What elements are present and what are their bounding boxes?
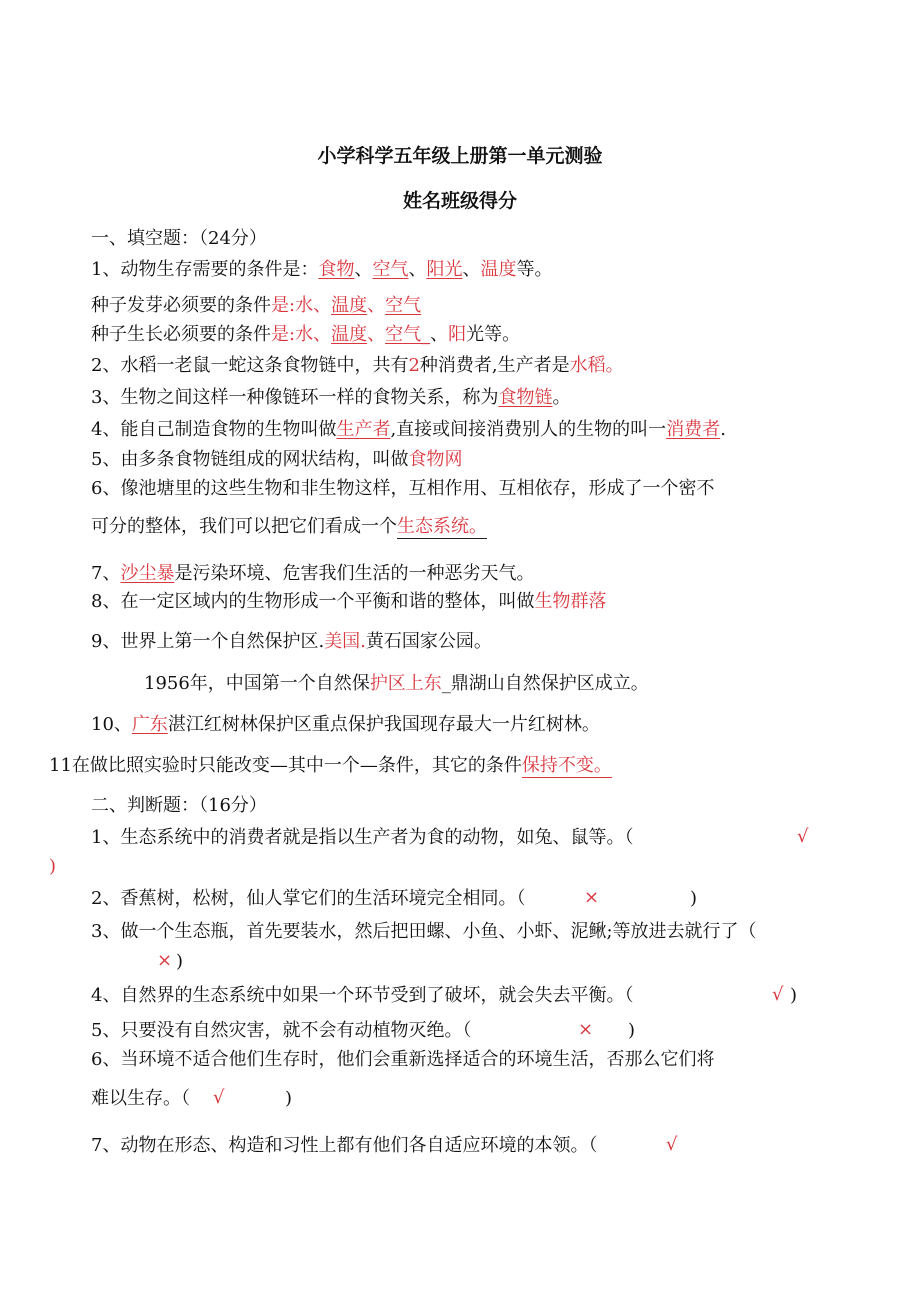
question-text: 11在做比照实验时只能改变—其中一个—条件，其它的条件 — [49, 755, 522, 776]
question-11 — [49, 754, 612, 778]
judgment-2: 2、香蕉树，松树，仙人掌它们的生活环境完全相同。（ — [91, 888, 526, 909]
question-6-line1: 6、像池塘里的这些生物和非生物这样，互相作用、互相依存，形成了一个密不 — [91, 478, 715, 499]
question-1c — [91, 323, 520, 347]
section-2-heading: 二、判断题：（16分） — [91, 795, 267, 816]
section-1-heading: 一、填空题：（24分） — [91, 228, 267, 249]
question-text: . — [720, 419, 726, 440]
question-text: 种子生长必须要的条件 — [91, 324, 271, 345]
answer-blank: 水稻。 — [569, 355, 624, 376]
answer-blank: 食物网 — [408, 449, 463, 470]
question-10 — [91, 713, 600, 737]
answer-blank: 空气 — [385, 295, 422, 316]
separator: 、 — [313, 295, 332, 316]
question-text: 种消费者,生产者是 — [419, 355, 570, 376]
close-paren: ) — [49, 856, 57, 877]
question-text: 5、由多条食物链组成的网状结构，叫做 — [91, 449, 409, 470]
question-9b — [144, 672, 649, 696]
judgment-7: 7、动物在形态、构造和习性上都有他们各自适应环境的本领。（ — [91, 1135, 598, 1156]
separator: 、 — [313, 324, 332, 345]
answer-blank: 是:水 — [271, 324, 314, 345]
answer-blank: 护区上东 — [369, 673, 442, 694]
question-text: 黄石国家公园。 — [365, 631, 492, 652]
cross-mark: × — [578, 1019, 594, 1040]
separator: 、 — [430, 324, 449, 345]
question-text: 湛江红树林保护区重点保护我国现存最大一片红树林。 — [167, 714, 600, 735]
answer-blank: 生物群落 — [534, 591, 607, 612]
answer-blank: 广东 — [131, 714, 168, 735]
answer-blank: 食物链 — [498, 387, 553, 408]
judgment-6-line1: 6、当环境不适合他们生存时，他们会重新选择适合的环境生活，否那么它们将 — [91, 1049, 715, 1070]
cross-mark: × — [584, 887, 600, 908]
question-text: 鼎湖山自然保护区成立。 — [450, 673, 649, 694]
question-text: 8、在一定区域内的生物形成一个平衡和谐的整体，叫做 — [91, 591, 535, 612]
answer-blank: 保持不变。 — [521, 755, 612, 776]
question-6-line2 — [91, 515, 487, 539]
answer-blank: 温度 — [331, 295, 368, 316]
answer-blank: 温度 — [331, 324, 368, 345]
answer-blank: 是:水 — [271, 295, 314, 316]
separator: 、 — [354, 259, 373, 280]
page-subtitle: 姓名班级得分 — [402, 190, 517, 212]
question-text: 3、生物之间这样一种像链环一样的食物关系，称为 — [91, 387, 499, 408]
separator: _ — [441, 673, 451, 694]
close-paren: ) — [690, 888, 698, 909]
question-text: 等。 — [516, 259, 553, 280]
answer-blank: 2 — [408, 355, 420, 376]
judgment-3: 3、做一个生态瓶，首先要装水，然后把田螺、小鱼、小虾、泥鳅;等放进去就行了（ — [91, 921, 757, 942]
answer-blank: 沙尘暴 — [120, 563, 175, 584]
close-paren: ) — [285, 1088, 293, 1109]
question-9 — [91, 630, 492, 654]
question-text: ,直接或间接消费别人的生物的叫一 — [390, 419, 667, 440]
judgment-5: 5、只要没有自然灾害，就不会有动植物灭绝。（ — [91, 1020, 472, 1041]
answer-blank: 生态系统。 — [397, 516, 487, 537]
question-4 — [91, 418, 726, 442]
question-5 — [91, 448, 462, 472]
question-text: 是污染环境、危害我们生活的一种恶劣天气。 — [174, 563, 535, 584]
answer-blank: 生产者 — [336, 419, 391, 440]
answer-blank: 空气_ — [385, 324, 431, 345]
question-text: 9、世界上第一个自然保护区. — [91, 631, 325, 652]
question-8 — [91, 590, 606, 614]
question-text: 光等。 — [466, 324, 521, 345]
question-text: 。 — [552, 387, 571, 408]
question-text: 1、动物生存需要的条件是： — [91, 259, 319, 280]
separator: 、 — [367, 324, 386, 345]
question-text: 4、能自己制造食物的生物叫做 — [91, 419, 337, 440]
close-paren: ) — [176, 951, 184, 972]
check-mark: √ — [797, 826, 809, 847]
judgment-6: 难以生存。（ — [91, 1088, 190, 1109]
cross-mark: × — [157, 950, 173, 971]
page-title: 小学科学五年级上册第一单元测验 — [317, 145, 603, 167]
question-2 — [91, 354, 624, 378]
question-text: 可分的整体，我们可以把它们看成一个 — [91, 516, 397, 537]
question-3 — [91, 386, 570, 410]
check-mark: √ — [772, 984, 784, 1005]
question-1 — [91, 258, 552, 282]
answer-blank: 阳 — [448, 324, 467, 345]
question-7 — [91, 562, 534, 586]
question-text: 2、水稻一老鼠一蛇这条食物链中，共有 — [91, 355, 409, 376]
judgment-4: 4、自然界的生态系统中如果一个环节受到了破坏，就会失去平衡。（ — [91, 985, 634, 1006]
separator: 、 — [408, 259, 427, 280]
answer-blank: 空气 — [372, 259, 409, 280]
question-text: 1956年，中国第一个自然保 — [144, 673, 370, 694]
question-1b — [91, 294, 421, 318]
answer-blank: 阳光 — [426, 259, 463, 280]
check-mark: √ — [213, 1087, 225, 1108]
answer-blank: 消费者 — [666, 419, 721, 440]
answer-blank: 食物 — [318, 259, 355, 280]
question-text: 7、 — [91, 563, 121, 584]
question-text: 种子发芽必须要的条件 — [91, 295, 271, 316]
close-paren: ) — [790, 985, 798, 1006]
answer-blank: 美国. — [324, 631, 366, 652]
close-paren: ) — [628, 1020, 636, 1041]
separator: 、 — [462, 259, 481, 280]
separator: 、 — [367, 295, 386, 316]
answer-blank: 温度 — [480, 259, 517, 280]
judgment-1: 1、生态系统中的消费者就是指以生产者为食的动物，如兔、鼠等。（ — [91, 827, 634, 848]
check-mark: √ — [666, 1134, 678, 1155]
question-text: 10、 — [91, 714, 132, 735]
